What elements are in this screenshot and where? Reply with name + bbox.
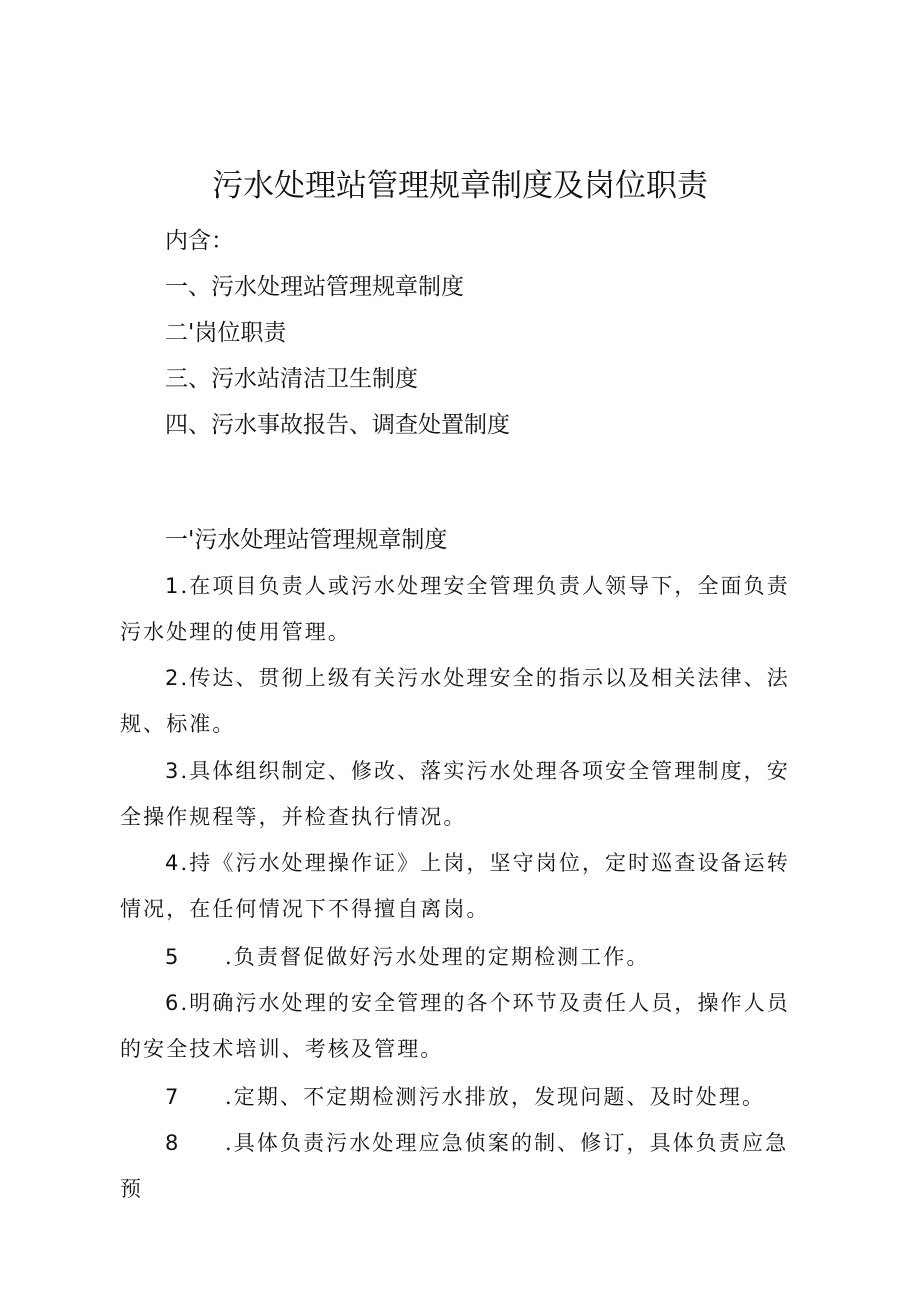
- item-text: .持《污水处理操作证》上岗，坚守岗位，定时巡查设备运转情况，在任何情况下不得擅自离岗。: [120, 851, 790, 921]
- item-text: .具体组织制定、修改、落实污水处理各项安全管理制度，安全操作规程等，并检查执行情况。: [120, 759, 790, 829]
- section-heading: 一'污水处理站管理规章制度: [165, 527, 448, 553]
- item-text: .明确污水处理的安全管理的各个环节及责任人员，操作人员的安全技术培训、考核及管理。: [120, 991, 790, 1061]
- item-text: .负责督促做好污水处理的定期检测工作。: [225, 945, 650, 969]
- toc-item-1: 一、污水处理站管理规章制度: [165, 274, 464, 300]
- item-text: .传达、贯彻上级有关污水处理安全的指示以及相关法律、法规、标准。: [120, 666, 790, 736]
- list-item: [120, 1120, 810, 1212]
- item-number: 8: [165, 1131, 181, 1155]
- item-number: 5: [165, 945, 181, 969]
- item-number: 3: [165, 759, 181, 783]
- toc-item-2: 二'岗位职责: [165, 320, 287, 346]
- list-item: [120, 563, 810, 655]
- item-number: 1: [165, 574, 181, 598]
- document-title: 污水处理站管理规章制度及岗位职责: [212, 168, 708, 204]
- list-item: [120, 934, 810, 980]
- toc-heading: 内含：: [165, 228, 234, 254]
- item-text: .定期、不定期检测污水排放，发现问题、及时处理。: [225, 1085, 766, 1109]
- list-item: [120, 748, 810, 840]
- toc-item-4: 四、污水事故报告、调查处置制度: [165, 412, 510, 438]
- item-number: 6: [165, 991, 181, 1015]
- list-item: [120, 980, 810, 1072]
- list-item: [120, 1074, 810, 1120]
- toc-item-3: 三、污水站清洁卫生制度: [165, 366, 418, 392]
- item-number: 4: [165, 851, 181, 875]
- list-item: [120, 840, 810, 932]
- item-text: .具体负责污水处理应急侦案的制、修订，具体负责应急预: [120, 1131, 789, 1201]
- list-item: [120, 655, 810, 747]
- item-number: 7: [165, 1085, 181, 1109]
- item-number: 2: [165, 666, 181, 690]
- item-text: .在项目负责人或污水处理安全管理负责人领导下，全面负责污水处理的使用管理。: [120, 574, 790, 644]
